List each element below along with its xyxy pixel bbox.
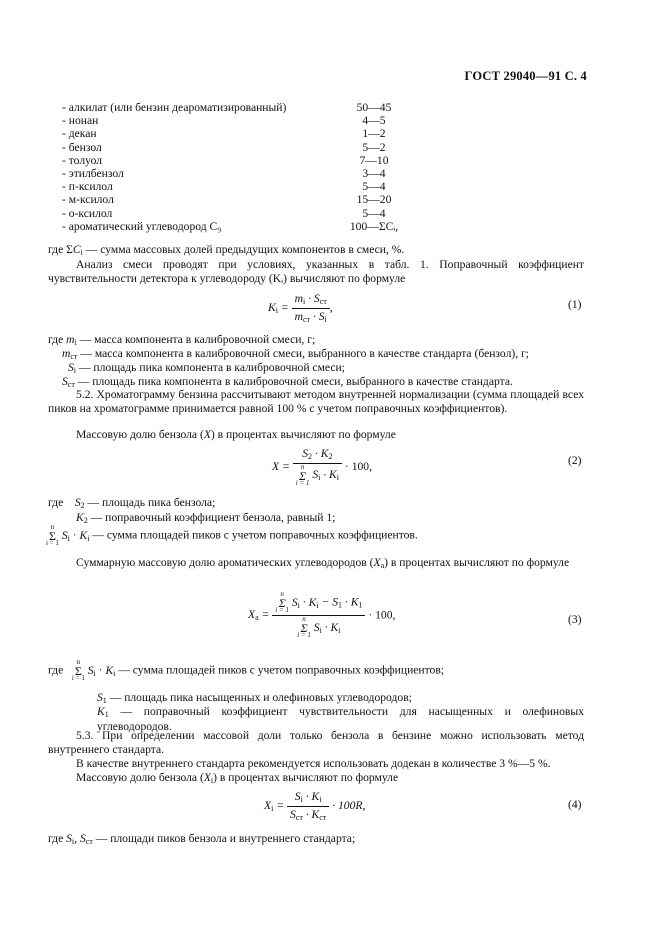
- benzene-xi-intro: Массовую долю бензола $(X_i)$ в процентах вычисляют по формуле: [76, 771, 399, 785]
- m-st-definition: $m_{ст}$ — масса компонента в калибровочной смеси, выбранного в качестве стандарта (бензол), г;: [62, 347, 529, 361]
- component-value: 50—45: [356, 101, 392, 114]
- component-value: 5—4: [362, 180, 386, 194]
- component-name: - декан: [62, 127, 97, 141]
- where-s2-definition: где $S_2$ — площадь пика бензола;: [48, 496, 216, 510]
- component-name: - о-ксилол: [62, 206, 113, 220]
- s-i-definition: $S_i$ — площадь пика компонента в калибровочной смеси;: [68, 361, 345, 375]
- sum-definition: где $\Sigma C_i$ — сумма массовых долей предыдущих компонентов в смеси, %.: [48, 243, 405, 257]
- equation-number-3: (3): [568, 613, 582, 626]
- equation-number-2: (2): [568, 454, 582, 467]
- sum-sk-definition: n Σ i = 1 $S_i \cdot K_i$ — сумма площадей пиков с учетом поправочных коэффициентов.: [46, 523, 418, 548]
- component-value: 100—ΣCᵢ,: [349, 219, 399, 233]
- component-name: - нонан: [62, 114, 99, 128]
- component-name: - алкилат (или бензин деароматизированный): [62, 101, 287, 114]
- formula-3-constant: 100,: [375, 608, 396, 622]
- formula-1: $K_i$ = $\frac{m_i \cdot S_{ст}}{m_{ст} \cdot S_i}$ ,: [268, 292, 333, 324]
- component-value: 4—5: [362, 114, 386, 128]
- formula-4: $X_i$ = $\frac{S_i \cdot K_i}{S_{ст} \cdot K_{ст}}$ · 100R,: [264, 790, 366, 822]
- benzene-mass-intro: Массовую долю бензола (X) в процентах вычисляют по формуле: [76, 428, 396, 441]
- where-sum-definition: где n Σ i = 1 $S_i \cdot K_i$ — сумма площадей пиков с учетом поправочных коэффициентов;: [48, 658, 445, 683]
- component-name: - ароматический углеводород С₉: [62, 219, 222, 233]
- where-m-definition: где $m_i$ — масса компонента в калибровочной смеси, г;: [48, 333, 316, 347]
- formula-2: X = $S_2 \cdot K_2$ n Σ i = 1 $S_i \cdot K_i$ · 100,: [272, 447, 372, 487]
- sum-sk-text: — сумма площадей пиков с учетом поправочных коэффициентов.: [92, 528, 418, 542]
- component-value: 1—2: [362, 127, 386, 141]
- component-name: - м-ксилол: [62, 193, 114, 207]
- equation-number-4: (4): [568, 798, 582, 811]
- component-name: - толуол: [62, 153, 103, 167]
- component-value: 15—20: [356, 193, 392, 207]
- s-st-definition: $S_{ст}$ — площадь пика компонента в калибровочной смеси, выбранного в качестве стандарта.: [62, 375, 513, 389]
- equation-number-1: (1): [568, 298, 582, 311]
- k1-definition: $K_1$ — поправочный коэффициент чувствительности для насыщенных и олефиновых углеводородов.: [97, 705, 584, 733]
- where-sum-text: — сумма площадей пиков с учетом поправочных коэффициентов;: [118, 663, 445, 677]
- component-name: - этилбензол: [62, 167, 124, 180]
- component-name: - бензол: [62, 140, 102, 154]
- k2-definition: $K_2$ — поправочный коэффициент бензола, равный 1;: [76, 511, 336, 525]
- component-value: 3—4: [362, 167, 386, 180]
- component-value: 5—2: [362, 140, 386, 154]
- formula-2-constant: 100,: [351, 459, 372, 473]
- section-5-2: 5.2. Хроматограмму бензина рассчитывают методом внутренней нормализации (сумма площадей всех пиков на хроматограмме принимается равной 100 % с учетом поправочных коэффициентов).: [48, 388, 584, 415]
- formula-4-constant: 100R,: [338, 799, 366, 813]
- where-last-definition: где $S_i$, $S_{ст}$ — площади пиков бензола и внутреннего стандарта;: [48, 832, 356, 846]
- page-header: ГОСТ 29040—91 С. 4: [464, 69, 587, 83]
- component-value: 7—10: [359, 153, 389, 167]
- component-name: - п-ксилол: [62, 180, 113, 194]
- formula-3: $X_a$ = n Σ i = 1 $S_i \cdot K_i - S_1 \cdot K_1$ n Σ i = 1 $S_i \cdot K_i$ · 100,: [248, 590, 396, 640]
- section-5-3: 5.3. При определении массовой доли только бензола в бензине можно использовать метод внутреннего стандарта.: [48, 729, 584, 756]
- aromatic-intro: Суммарную массовую долю ароматических углеводородов $(X_a)$ в процентах вычисляют по формуле: [76, 556, 570, 570]
- analysis-paragraph: Анализ смеси проводят при условиях, указанных в табл. 1. Поправочный коэффициент чувствительности детектора к углеводороду (Kᵢ) вычисляют по формуле: [48, 258, 584, 285]
- component-value: 5—4: [362, 206, 386, 220]
- s1-definition: $S_1$ — площадь пика насыщенных и олефиновых углеводородов;: [97, 691, 412, 705]
- internal-standard: В качестве внутреннего стандарта рекомендуется использовать додекан в количестве 3 %—5 %.: [76, 757, 551, 770]
